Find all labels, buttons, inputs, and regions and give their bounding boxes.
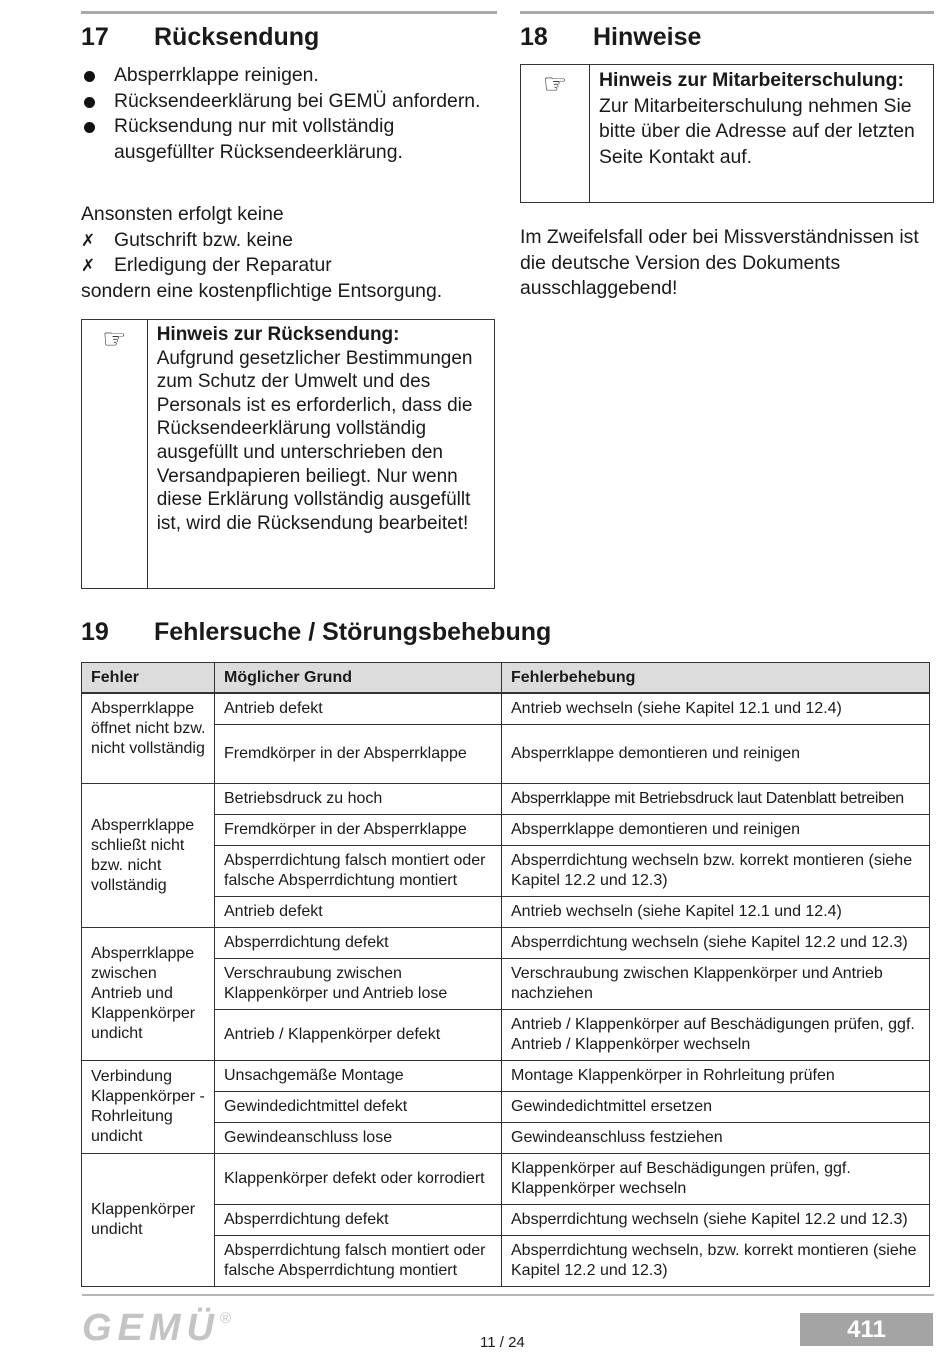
- remedy-cell: Gewindeanschluss festziehen: [502, 1123, 930, 1154]
- table-row: [82, 1154, 930, 1205]
- note-title: Hinweis zur Rücksendung:: [156, 324, 400, 345]
- note-body: Aufgrund gesetzlicher Bestimmungen zum Schutz der Umwelt und des Personals ist es erforderlich, dass die Rücksendeerklärung vollständig ausgefüllt und unterschrieben den Versandpapieren beiliegt. Nur wenn diese Erklärung vollständig ausgefüllt ist, wird die Rücksendung bearbeitet!: [156, 347, 473, 534]
- list-item: Rücksendung nur mit vollständig ausgefüllter Rücksendeerklärung.: [81, 114, 491, 165]
- table-header-row: [82, 663, 930, 694]
- remedy-cell: Absperrdichtung wechseln bzw. korrekt montieren (siehe Kapitel 12.2 und 12.3): [502, 846, 930, 897]
- cause-cell: Absperrdichtung falsch montiert oder falsche Absperrdichtung montiert: [215, 1236, 502, 1287]
- cause-cell: Fremdkörper in der Absperrklappe: [215, 725, 502, 784]
- remedy-cell: Absperrdichtung wechseln, bzw. korrekt montieren (siehe Kapitel 12.2 und 12.3): [502, 1236, 930, 1287]
- table-row: [82, 928, 930, 959]
- remedy-cell: Absperrklappe mit Betriebsdruck laut Datenblatt betreiben: [502, 784, 930, 815]
- section-19-heading: [81, 617, 551, 647]
- cause-cell: Absperrdichtung defekt: [215, 928, 502, 959]
- cause-cell: Antrieb defekt: [215, 693, 502, 725]
- remedy-cell: Antrieb wechseln (siehe Kapitel 12.1 und 12.4): [502, 693, 930, 725]
- list-item: Rücksendeerklärung bei GEMÜ anfordern.: [81, 89, 491, 115]
- note-icon-cell: [521, 65, 590, 202]
- top-rule-left: [81, 11, 497, 14]
- note-title: Hinweis zur Mitarbeiterschulung:: [599, 69, 904, 91]
- gemu-logo: [82, 1309, 231, 1347]
- troubleshooting-table: [81, 662, 930, 1287]
- cause-cell: Gewindedichtmittel defekt: [215, 1092, 502, 1123]
- top-rule-right: [520, 11, 934, 14]
- remedy-cell: Klappenkörper auf Beschädigungen prüfen, ggf. Klappenkörper wechseln: [502, 1154, 930, 1205]
- cause-cell: Gewindeanschluss lose: [215, 1123, 502, 1154]
- cross-icon: ✗: [81, 256, 96, 275]
- fault-cell: Absperrklappe schließt nicht bzw. nicht vollständig: [82, 784, 215, 928]
- cause-cell: Unsachgemäße Montage: [215, 1061, 502, 1092]
- section-number: 17: [81, 23, 109, 51]
- consequence-outro: sondern eine kostenpflichtige Entsorgung.: [81, 279, 443, 302]
- remedy-cell: Absperrdichtung wechseln (siehe Kapitel 12.2 und 12.3): [502, 1205, 930, 1236]
- return-consequence: [81, 202, 496, 304]
- note-text: [148, 320, 494, 588]
- footer-rule: [82, 1294, 934, 1296]
- note-text: [590, 65, 933, 202]
- section-number: 19: [81, 618, 109, 646]
- note-icon-cell: [82, 320, 148, 588]
- logo-text: GEMÜ: [82, 1307, 220, 1349]
- remedy-cell: Absperrdichtung wechseln (siehe Kapitel 12.2 und 12.3): [502, 928, 930, 959]
- fault-cell: Absperrklappe zwischen Antrieb und Klappenkörper undicht: [82, 928, 215, 1061]
- cause-cell: Antrieb / Klappenkörper defekt: [215, 1010, 502, 1061]
- remedy-cell: Antrieb wechseln (siehe Kapitel 12.1 und 12.4): [502, 897, 930, 928]
- remedy-cell: Gewindedichtmittel ersetzen: [502, 1092, 930, 1123]
- note-body: Zur Mitarbeiterschulung nehmen Sie bitte über die Adresse auf der letzten Seite Kontakt auf.: [599, 94, 915, 168]
- return-steps-list: [81, 63, 491, 165]
- section-title: Hinweise: [593, 23, 702, 51]
- section-number: 18: [520, 23, 548, 51]
- language-paragraph: Im Zweifelsfall oder bei Missverständnissen ist die deutsche Version des Dokuments ausschlaggebend!: [520, 226, 919, 299]
- consequence-intro: Ansonsten erfolgt keine: [81, 203, 284, 225]
- list-item: ✗ Gutschrift bzw. keine: [81, 228, 496, 254]
- remedy-cell: Montage Klappenkörper in Rohrleitung prüfen: [502, 1061, 930, 1092]
- remedy-cell: Verschraubung zwischen Klappenkörper und Antrieb nachziehen: [502, 959, 930, 1010]
- remedy-cell: Absperrklappe demontieren und reinigen: [502, 815, 930, 846]
- section-title: Rücksendung: [154, 23, 320, 51]
- page-number: 11 / 24: [480, 1334, 525, 1351]
- table-row: [82, 693, 930, 725]
- list-item: ✗ Erledigung der Reparatur: [81, 253, 496, 279]
- section-17-heading: [81, 22, 319, 52]
- cause-cell: Absperrdichtung falsch montiert oder falsche Absperrdichtung montiert: [215, 846, 502, 897]
- document-number-badge: 411: [800, 1313, 933, 1346]
- cause-cell: Verschraubung zwischen Klappenkörper und Antrieb lose: [215, 959, 502, 1010]
- pointing-hand-icon: ☞: [102, 324, 127, 354]
- cross-icon: ✗: [81, 230, 96, 250]
- section-title: Fehlersuche / Störungsbehebung: [154, 618, 552, 646]
- cause-cell: Betriebsdruck zu hoch: [215, 784, 502, 815]
- cause-cell: Klappenkörper defekt oder korrodiert: [215, 1154, 502, 1205]
- cause-cell: Absperrdichtung defekt: [215, 1205, 502, 1236]
- cause-cell: Fremdkörper in der Absperrklappe: [215, 815, 502, 846]
- training-note-box: [520, 64, 934, 203]
- bullet-icon: [84, 97, 95, 108]
- return-note-box: [81, 319, 495, 589]
- registered-mark: ®: [220, 1310, 232, 1327]
- column-header: Fehler: [82, 663, 215, 694]
- table-row: [82, 784, 930, 815]
- fault-cell: Absperrklappe öffnet nicht bzw. nicht vollständig: [82, 693, 215, 784]
- pointing-hand-icon: ☞: [542, 69, 568, 99]
- bullet-icon: [84, 122, 95, 133]
- fault-cell: Klappenkörper undicht: [82, 1154, 215, 1287]
- table-row: [82, 1061, 930, 1092]
- fault-cell: Verbindung Klappenkörper - Rohrleitung undicht: [82, 1061, 215, 1154]
- list-item: Absperrklappe reinigen.: [81, 63, 491, 89]
- column-header: Fehlerbehebung: [502, 663, 930, 694]
- bullet-icon: [84, 71, 95, 82]
- remedy-cell: Antrieb / Klappenkörper auf Beschädigungen prüfen, ggf. Antrieb / Klappenkörper wechseln: [502, 1010, 930, 1061]
- column-header: Möglicher Grund: [215, 663, 502, 694]
- cause-cell: Antrieb defekt: [215, 897, 502, 928]
- section-18-heading: [520, 22, 701, 52]
- remedy-cell: Absperrklappe demontieren und reinigen: [502, 725, 930, 784]
